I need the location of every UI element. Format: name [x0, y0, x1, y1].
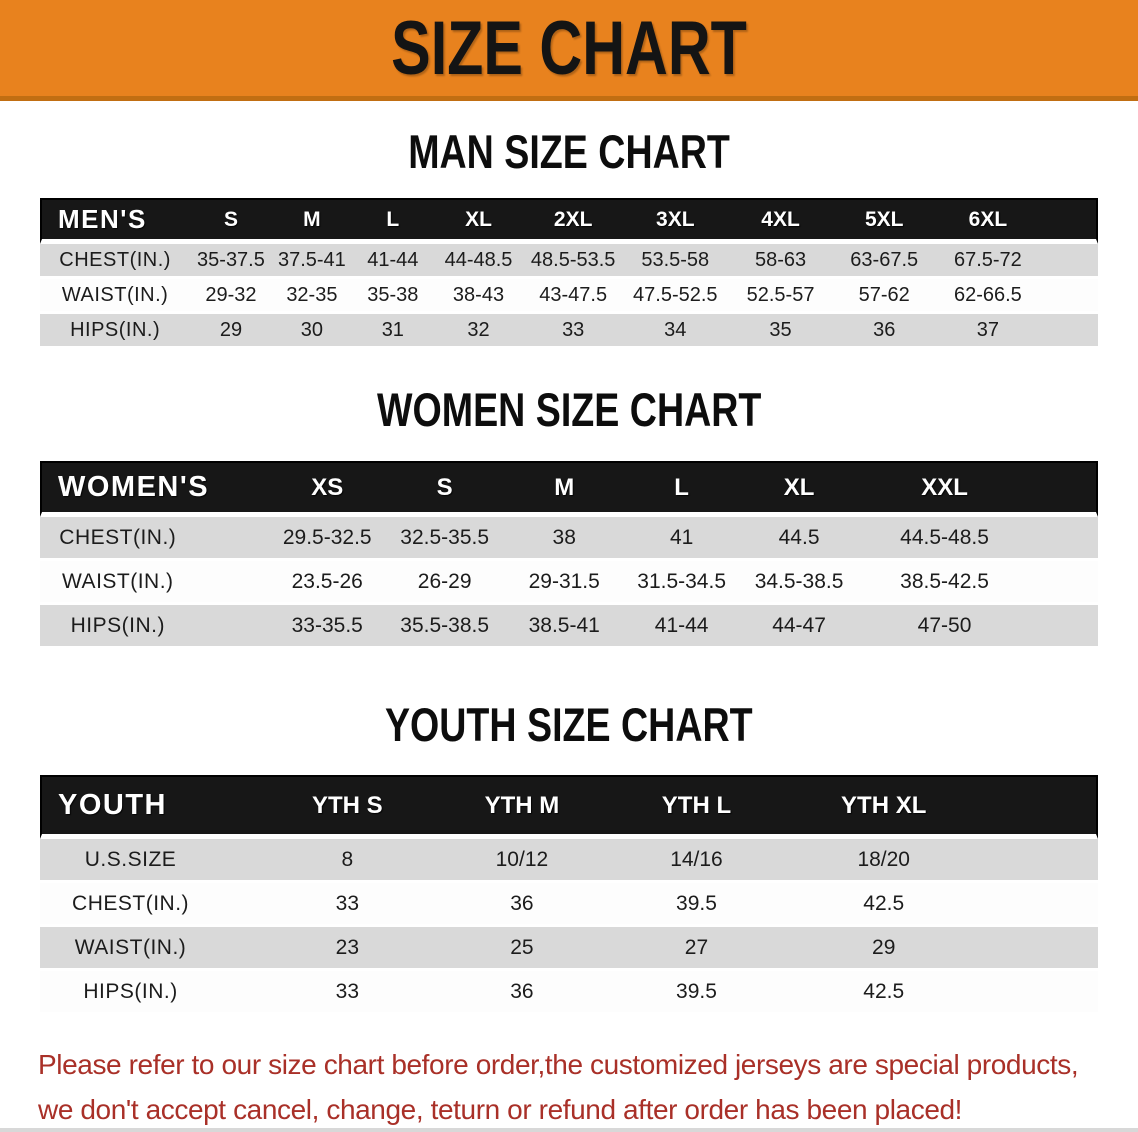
row-label-cell: U.S.SIZE — [40, 839, 260, 883]
value-cell: 58-63 — [728, 244, 834, 279]
value-cell: 33 — [260, 971, 435, 1015]
value-cell: 44.5-48.5 — [859, 517, 1030, 561]
column-header-cell: YTH M — [435, 775, 610, 839]
table-header-row — [40, 198, 1098, 244]
value-cell: 18/20 — [784, 839, 984, 883]
spacer-cell — [984, 775, 1098, 839]
value-cell: 23.5-26 — [270, 561, 385, 605]
value-cell: 35 — [728, 314, 834, 349]
table-row — [40, 244, 1098, 279]
disclaimer-line-1: Please refer to our size chart before order,the customized jerseys are special products, — [38, 1049, 1079, 1080]
table-title-cell: YOUTH — [40, 775, 260, 839]
column-header-cell: XL — [434, 198, 524, 244]
value-cell: 38 — [504, 517, 624, 561]
mens-section — [0, 125, 1138, 349]
spacer-cell — [1030, 561, 1098, 605]
column-header-cell: YTH XL — [784, 775, 984, 839]
mens-chart-heading — [0, 125, 1138, 178]
column-header-cell: XS — [270, 461, 385, 517]
value-cell: 38.5-42.5 — [859, 561, 1030, 605]
value-cell: 14/16 — [609, 839, 784, 883]
value-cell: 44-47 — [739, 605, 859, 649]
value-cell: 47.5-52.5 — [623, 279, 728, 314]
value-cell: 29.5-32.5 — [270, 517, 385, 561]
spacer-cell — [1041, 198, 1098, 244]
disclaimer-line-2: we don't accept cancel, change, teturn or refund after order has been placed! — [38, 1094, 963, 1126]
row-label-cell: WAIST(IN.) — [40, 279, 190, 314]
row-label-cell: CHEST(IN.) — [40, 244, 190, 279]
value-cell: 32 — [434, 314, 524, 349]
value-cell: 29-32 — [190, 279, 271, 314]
table-row — [40, 605, 1098, 649]
table-row — [40, 927, 1098, 971]
bottom-edge-line — [0, 1128, 1138, 1132]
value-cell: 57-62 — [833, 279, 935, 314]
value-cell: 36 — [435, 883, 610, 927]
womens-size-table — [40, 461, 1098, 649]
table-row — [40, 314, 1098, 349]
value-cell: 29 — [784, 927, 984, 971]
value-cell: 27 — [609, 927, 784, 971]
value-cell: 29 — [190, 314, 271, 349]
value-cell: 52.5-57 — [728, 279, 834, 314]
value-cell: 8 — [260, 839, 435, 883]
value-cell: 62-66.5 — [935, 279, 1041, 314]
column-header-cell: S — [190, 198, 271, 244]
column-header-cell: YTH S — [260, 775, 435, 839]
heading-text: WOMEN SIZE CHART — [376, 383, 762, 436]
value-cell: 42.5 — [784, 971, 984, 1015]
value-cell: 23 — [260, 927, 435, 971]
spacer-cell — [984, 927, 1098, 971]
column-header-cell: 6XL — [935, 198, 1041, 244]
column-header-cell: 3XL — [623, 198, 728, 244]
row-label-cell: CHEST(IN.) — [40, 517, 270, 561]
column-header-cell: 2XL — [523, 198, 622, 244]
column-header-cell: M — [504, 461, 624, 517]
value-cell: 39.5 — [609, 971, 784, 1015]
banner-title: SIZE CHART — [391, 5, 747, 91]
value-cell: 41-44 — [624, 605, 739, 649]
table-row — [40, 517, 1098, 561]
value-cell: 35-37.5 — [190, 244, 271, 279]
banner — [0, 0, 1138, 101]
value-cell: 42.5 — [784, 883, 984, 927]
table-row — [40, 561, 1098, 605]
disclaimer-note — [38, 1042, 1100, 1132]
value-cell: 43-47.5 — [523, 279, 622, 314]
value-cell: 33-35.5 — [270, 605, 385, 649]
value-cell: 47-50 — [859, 605, 1030, 649]
value-cell: 44.5 — [739, 517, 859, 561]
value-cell: 63-67.5 — [833, 244, 935, 279]
value-cell: 32.5-35.5 — [385, 517, 505, 561]
table-row — [40, 839, 1098, 883]
value-cell: 26-29 — [385, 561, 505, 605]
womens-chart-heading — [0, 383, 1138, 436]
value-cell: 37 — [935, 314, 1041, 349]
youth-chart-heading — [0, 698, 1138, 751]
column-header-cell: 4XL — [728, 198, 834, 244]
row-label-cell: CHEST(IN.) — [40, 883, 260, 927]
value-cell: 41-44 — [352, 244, 433, 279]
column-header-cell: XXL — [859, 461, 1030, 517]
spacer-cell — [1041, 314, 1098, 349]
value-cell: 30 — [272, 314, 352, 349]
column-header-cell: S — [385, 461, 505, 517]
column-header-cell: YTH L — [609, 775, 784, 839]
spacer-cell — [984, 971, 1098, 1015]
value-cell: 67.5-72 — [935, 244, 1041, 279]
spacer-cell — [984, 839, 1098, 883]
column-header-cell: M — [272, 198, 352, 244]
spacer-cell — [984, 883, 1098, 927]
sections-container — [0, 125, 1138, 1015]
value-cell: 10/12 — [435, 839, 610, 883]
spacer-cell — [1030, 605, 1098, 649]
row-label-cell: HIPS(IN.) — [40, 971, 260, 1015]
spacer-cell — [1041, 279, 1098, 314]
value-cell: 36 — [833, 314, 935, 349]
value-cell: 44-48.5 — [434, 244, 524, 279]
value-cell: 41 — [624, 517, 739, 561]
column-header-cell: 5XL — [833, 198, 935, 244]
value-cell: 34.5-38.5 — [739, 561, 859, 605]
column-header-cell: XL — [739, 461, 859, 517]
spacer-cell — [1030, 461, 1098, 517]
heading-text: MAN SIZE CHART — [408, 125, 730, 178]
table-row — [40, 883, 1098, 927]
table-title-cell: MEN'S — [40, 198, 190, 244]
youth-size-table — [40, 775, 1098, 1015]
value-cell: 35-38 — [352, 279, 433, 314]
row-label-cell: HIPS(IN.) — [40, 605, 270, 649]
table-title-cell: WOMEN'S — [40, 461, 270, 517]
value-cell: 32-35 — [272, 279, 352, 314]
column-header-cell: L — [352, 198, 433, 244]
value-cell: 37.5-41 — [272, 244, 352, 279]
table-header-row — [40, 775, 1098, 839]
row-label-cell: HIPS(IN.) — [40, 314, 190, 349]
value-cell: 36 — [435, 971, 610, 1015]
womens-section — [0, 383, 1138, 649]
spacer-cell — [1030, 517, 1098, 561]
table-row — [40, 971, 1098, 1015]
column-header-cell: L — [624, 461, 739, 517]
value-cell: 39.5 — [609, 883, 784, 927]
value-cell: 33 — [260, 883, 435, 927]
value-cell: 48.5-53.5 — [523, 244, 622, 279]
row-label-cell: WAIST(IN.) — [40, 927, 260, 971]
value-cell: 38.5-41 — [504, 605, 624, 649]
value-cell: 29-31.5 — [504, 561, 624, 605]
table-header-row — [40, 461, 1098, 517]
row-label-cell: WAIST(IN.) — [40, 561, 270, 605]
table-row — [40, 279, 1098, 314]
value-cell: 53.5-58 — [623, 244, 728, 279]
value-cell: 35.5-38.5 — [385, 605, 505, 649]
value-cell: 33 — [523, 314, 622, 349]
value-cell: 38-43 — [434, 279, 524, 314]
value-cell: 31.5-34.5 — [624, 561, 739, 605]
youth-section — [0, 698, 1138, 1015]
mens-size-table — [40, 198, 1098, 349]
spacer-cell — [1041, 244, 1098, 279]
heading-text: YOUTH SIZE CHART — [385, 698, 753, 751]
value-cell: 25 — [435, 927, 610, 971]
value-cell: 31 — [352, 314, 433, 349]
value-cell: 34 — [623, 314, 728, 349]
